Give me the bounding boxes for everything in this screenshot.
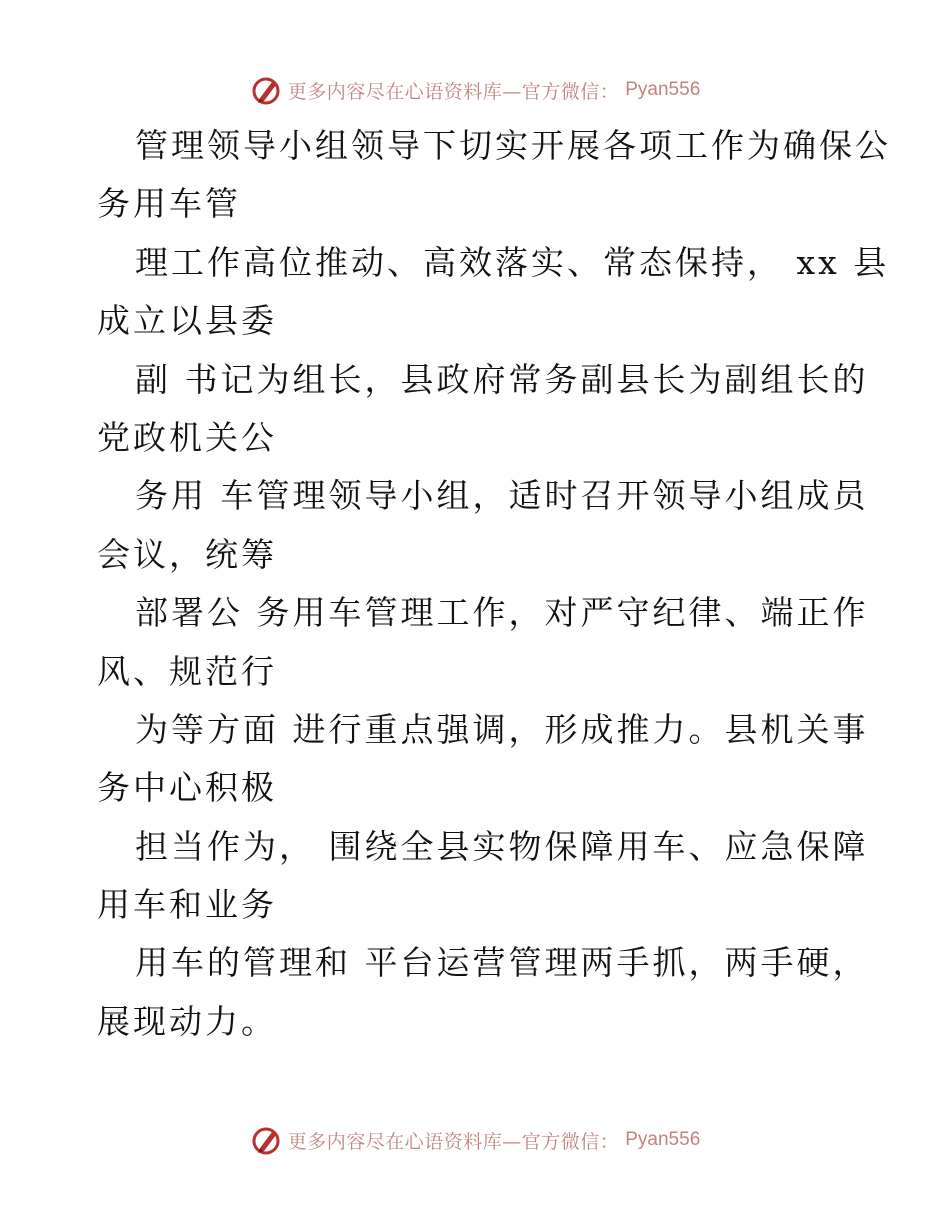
watermark-wechat-id: Pyan556 xyxy=(625,79,701,100)
text-line: 用车和业务 xyxy=(97,885,277,925)
text-line: 部署公 务用车管理工作，对严守纪律、端正作 xyxy=(135,593,869,633)
text-line: 副 书记为组长，县政府常务副县长为副组长的 xyxy=(135,359,869,399)
text-line: 会议，统筹 xyxy=(97,534,277,574)
header-watermark xyxy=(0,70,950,110)
pen-logo-icon xyxy=(250,74,282,106)
text-line: 务用 车管理领导小组，适时召开领导小组成员 xyxy=(135,476,869,516)
pen-logo-icon xyxy=(250,1124,282,1156)
text-line: 务中心积极 xyxy=(97,768,277,808)
text-line: 成立以县委 xyxy=(97,301,277,341)
watermark-wechat-id: Pyan556 xyxy=(625,1129,701,1150)
text-line: 务用车管 xyxy=(97,184,241,224)
watermark-text: 更多内容尽在心语资料库—官方微信： xyxy=(287,1130,620,1153)
text-line: 党政机关公 xyxy=(97,417,277,457)
text-line: 用车的管理和 平台运营管理两手抓，两手硬， xyxy=(135,943,869,983)
document-body xyxy=(97,117,891,1051)
text-line: 担当作为， 围绕全县实物保障用车、应急保障 xyxy=(135,826,869,866)
text-line: 风、规范行 xyxy=(97,651,277,691)
footer-watermark xyxy=(0,1120,950,1160)
text-line: 为等方面 进行重点强调，形成推力。县机关事 xyxy=(135,709,869,749)
watermark-text: 更多内容尽在心语资料库—官方微信： xyxy=(287,80,620,103)
text-line: 理工作高位推动、高效落实、常态保持， xx 县 xyxy=(135,242,890,282)
text-line: 管理领导小组领导下切实开展各项工作为确保公 xyxy=(135,126,891,165)
text-line: 展现动力。 xyxy=(97,1001,277,1041)
